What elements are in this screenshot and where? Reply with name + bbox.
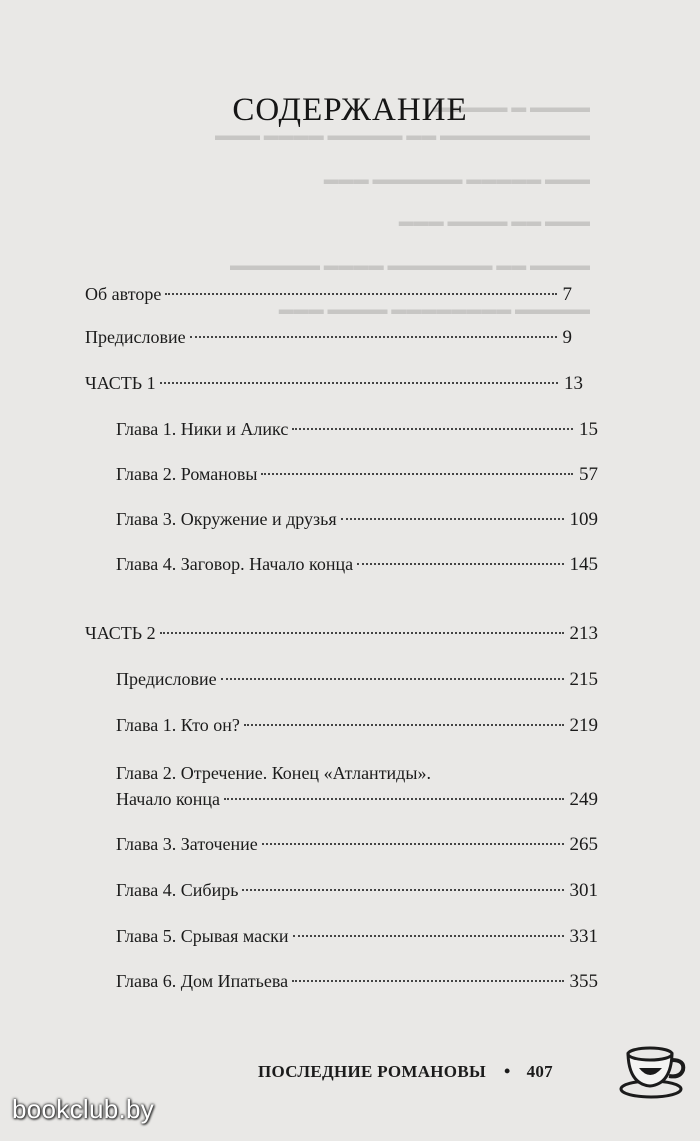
toc-label: Глава 3. Заточение bbox=[116, 834, 258, 854]
toc-page-number: 13 bbox=[564, 373, 583, 394]
bleed-through: ▬▬▬ ▬▬ ▬▬▬▬ ▬▬▬ bbox=[398, 214, 590, 230]
toc-label: Глава 5. Срывая маски bbox=[116, 926, 289, 946]
toc-page-number: 15 bbox=[579, 419, 598, 440]
bleed-through: ▬▬▬▬▬▬▬▬▬▬ ▬▬ ▬▬▬▬▬ ▬▬▬▬ ▬▬▬ bbox=[215, 128, 590, 144]
toc-entry-part-1 bbox=[85, 372, 583, 395]
dot-leader bbox=[221, 678, 564, 680]
toc-entry-part1-chapter-4 bbox=[116, 553, 598, 576]
toc-label: Глава 6. Дом Ипатьева bbox=[116, 971, 289, 991]
toc-entry-part1-chapter-3 bbox=[116, 508, 598, 531]
toc-label: Об авторе bbox=[85, 284, 162, 304]
toc-page-number: 9 bbox=[562, 327, 572, 348]
footer-separator: • bbox=[503, 1061, 511, 1081]
toc-label: Предисловие bbox=[116, 669, 217, 689]
footer-book-title: ПОСЛЕДНИЕ РОМАНОВЫ bbox=[258, 1062, 486, 1081]
running-footer bbox=[258, 1061, 598, 1082]
toc-entry-preface bbox=[85, 326, 572, 349]
toc-label: Глава 4. Сибирь bbox=[116, 880, 239, 900]
dot-leader bbox=[165, 293, 556, 295]
bleed-through: ▬▬▬▬▬ ▬▬▬▬▬▬▬▬ ▬▬▬▬ ▬▬▬ bbox=[278, 302, 590, 318]
toc-entry-part2-chapter-6 bbox=[116, 970, 598, 993]
toc-label: Глава 4. Заговор. Начало конца bbox=[116, 554, 354, 574]
toc-page-number: 219 bbox=[569, 715, 598, 736]
toc-label-line-1: Глава 2. Отречение. Конец «Атлантиды». bbox=[116, 763, 431, 783]
toc-page-number: 355 bbox=[569, 971, 598, 992]
toc-label: ЧАСТЬ 2 bbox=[85, 623, 156, 643]
toc-page-number: 57 bbox=[579, 464, 598, 485]
toc-page-number: 109 bbox=[569, 509, 598, 530]
toc-label: Глава 3. Окружение и друзья bbox=[116, 509, 337, 529]
teacup-icon bbox=[617, 1044, 689, 1102]
dot-leader bbox=[293, 935, 564, 937]
toc-page-number: 7 bbox=[562, 284, 572, 305]
bleed-through: ▬▬▬▬ ▬ ▬▬▬▬▬ bbox=[432, 100, 590, 116]
dot-leader bbox=[262, 843, 564, 845]
dot-leader bbox=[190, 336, 557, 338]
toc-label: Глава 1. Кто он? bbox=[116, 715, 240, 735]
toc-label: Предисловие bbox=[85, 327, 186, 347]
toc-entry-part1-chapter-2 bbox=[116, 463, 598, 486]
footer-page-number: 407 bbox=[526, 1062, 553, 1081]
bleed-through: ▬▬▬ ▬▬▬▬▬ ▬▬▬▬▬▬ ▬▬▬ bbox=[323, 172, 590, 188]
dot-leader bbox=[160, 632, 564, 634]
dot-leader bbox=[160, 382, 558, 384]
toc-entry-part1-chapter-1 bbox=[116, 418, 598, 441]
toc-page-number: 265 bbox=[569, 834, 598, 855]
dot-leader bbox=[224, 798, 563, 800]
dot-leader bbox=[357, 563, 563, 565]
dot-leader bbox=[341, 518, 564, 520]
page-title: СОДЕРЖАНИЕ bbox=[232, 92, 468, 128]
toc-entry-part2-chapter-3 bbox=[116, 833, 598, 856]
toc-entry-part2-chapter-5 bbox=[116, 925, 598, 948]
toc-label: Глава 1. Ники и Аликс bbox=[116, 419, 289, 439]
dot-leader bbox=[244, 724, 564, 726]
toc-entry-part2-chapter-4 bbox=[116, 879, 598, 902]
toc-entry-part-2 bbox=[85, 622, 598, 645]
toc-page-number: 145 bbox=[569, 554, 598, 575]
dot-leader bbox=[261, 473, 573, 475]
toc-entry-part2-chapter-2 bbox=[116, 788, 598, 811]
toc-page-number: 215 bbox=[569, 669, 598, 690]
toc-page-number: 301 bbox=[569, 880, 598, 901]
toc-page-number: 331 bbox=[569, 926, 598, 947]
toc-entry-about-author bbox=[85, 283, 572, 306]
toc-label: Начало конца bbox=[116, 789, 221, 809]
dot-leader bbox=[242, 889, 563, 891]
bleed-through: ▬▬▬▬ ▬▬ ▬▬▬▬▬▬▬ ▬▬▬▬ ▬▬▬▬▬▬ bbox=[230, 258, 590, 274]
toc-label: Глава 2. Романовы bbox=[116, 464, 258, 484]
watermark: bookclub.by bbox=[12, 1094, 155, 1124]
toc-page-number: 213 bbox=[569, 623, 598, 644]
toc-page-number: 249 bbox=[569, 789, 598, 810]
dot-leader bbox=[292, 428, 573, 430]
toc-entry-part2-preface bbox=[116, 668, 598, 691]
toc-entry-part2-chapter-1 bbox=[116, 714, 598, 737]
toc-label: ЧАСТЬ 1 bbox=[85, 373, 156, 393]
dot-leader bbox=[292, 980, 563, 982]
